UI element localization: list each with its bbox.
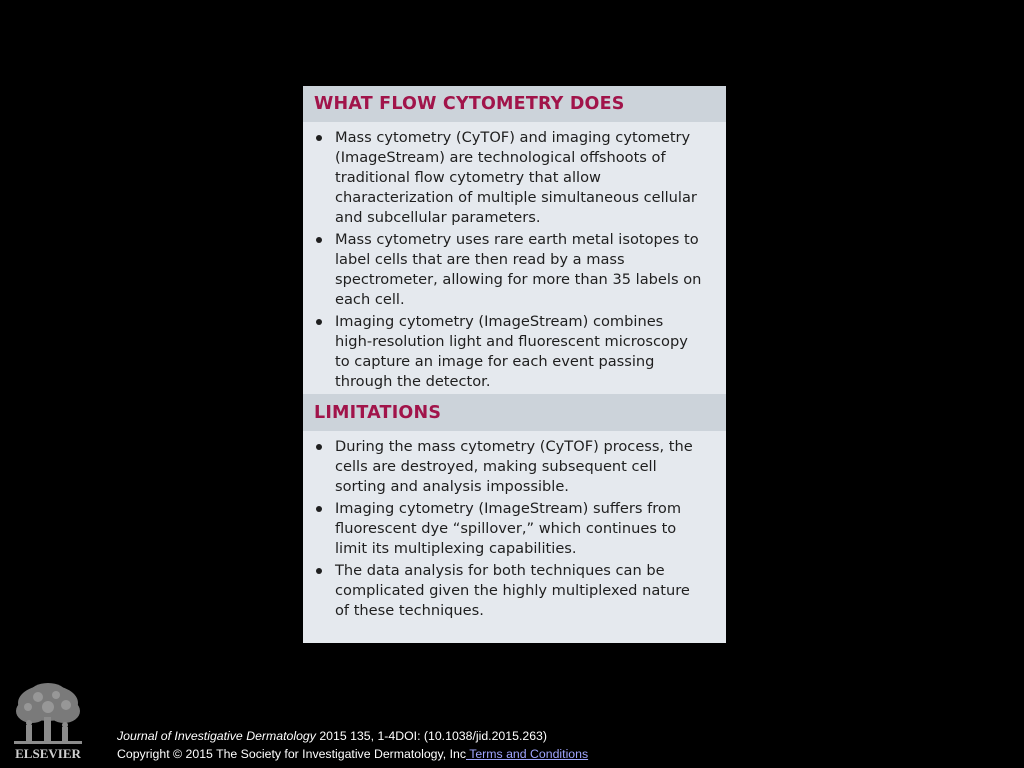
bullet-text: Mass cytometry (CyTOF) and imaging cytometry (ImageStream) are technological offshoots of traditional flow cytometry that allow characterization of multiple simultaneous cellular and subcellular parameters. [335, 129, 697, 226]
bullet-item [314, 230, 704, 310]
bullet-item [314, 128, 704, 228]
bullet-item [314, 437, 704, 497]
bullet-text: Imaging cytometry (ImageStream) suffers from fluorescent dye “spillover,” which continues to limit its multiplexing capabilities. [335, 500, 682, 557]
bullet-item [314, 561, 704, 621]
bullet-icon [316, 506, 322, 512]
bullet-text: During the mass cytometry (CyTOF) process, the cells are destroyed, making subsequent cell sorting and analysis impossible. [335, 438, 693, 495]
bullet-text: Mass cytometry uses rare earth metal isotopes to label cells that are then read by a mass spectrometer, allowing for more than 35 labels on each cell. [335, 231, 702, 308]
journal-name: Journal of Investigative Dermatology [117, 729, 316, 743]
citation-block [117, 727, 588, 763]
citation-line [117, 727, 588, 745]
bullet-text: The data analysis for both techniques can be complicated given the highly multiplexed nature of these techniques. [335, 562, 690, 619]
bullet-text: Imaging cytometry (ImageStream) combines high-resolution light and fluorescent microscopy to capture an image for each event passing through the detector. [335, 313, 688, 390]
section-heading-limitations: LIMITATIONS [303, 394, 726, 431]
citation-details: 2015 135, 1-4DOI: (10.1038/jid.2015.263) [315, 729, 547, 743]
bullet-icon [316, 237, 322, 243]
bullet-icon [316, 444, 322, 450]
section-body-limitations [303, 431, 726, 643]
bullet-list [314, 437, 704, 621]
bullet-icon [316, 135, 322, 141]
elsevier-wordmark: ELSEVIER [15, 746, 81, 761]
terms-and-conditions-link[interactable]: Terms and Conditions [466, 747, 589, 761]
bullet-list [314, 128, 704, 392]
bullet-icon [316, 568, 322, 574]
elsevier-logo [10, 681, 86, 761]
copyright-text: Copyright © 2015 The Society for Investigative Dermatology, Inc [117, 747, 466, 761]
bullet-item [314, 312, 704, 392]
section-body-what-flow-cytometry-does [303, 122, 726, 394]
info-box [303, 86, 726, 643]
bullet-item [314, 499, 704, 559]
copyright-line [117, 745, 588, 763]
bullet-icon [316, 319, 322, 325]
section-heading-what-flow-cytometry-does: WHAT FLOW CYTOMETRY DOES [303, 86, 726, 122]
